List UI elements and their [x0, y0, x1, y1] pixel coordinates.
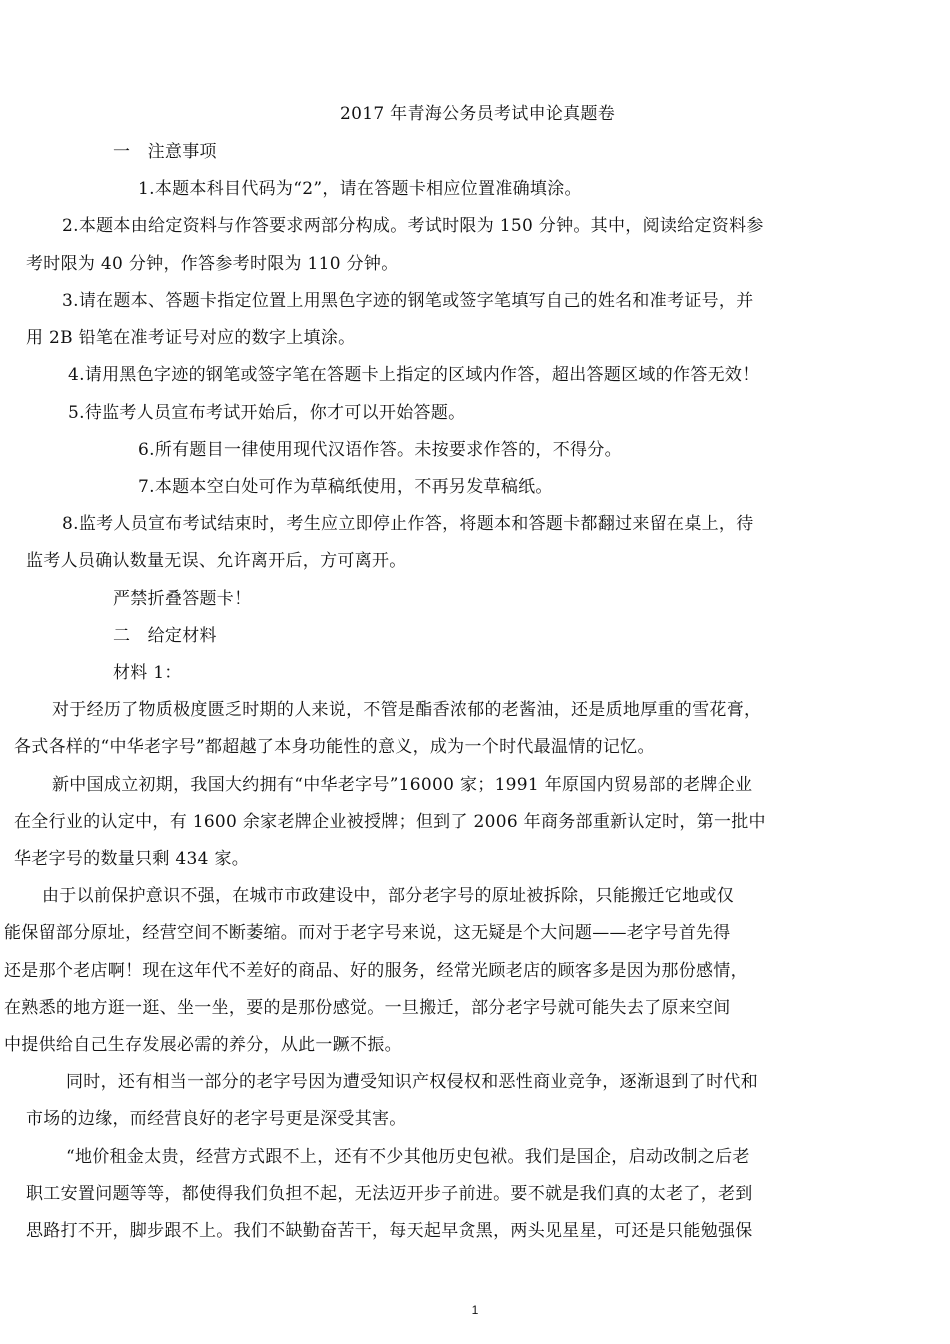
notice-item: 用 2B 铅笔在准考证号对应的数字上填涂。: [26, 328, 356, 348]
notice-item: 2.本题本由给定资料与作答要求两部分构成。考试时限为 150 分钟。其中，阅读给定资料参: [62, 216, 764, 236]
material-line: 在熟悉的地方逛一逛、坐一坐，要的是那份感觉。一旦搬迁，部分老字号就可能失去了原来空间: [4, 998, 731, 1018]
material-line: 同时，还有相当一部分的老字号因为遭受知识产权侵权和恶性商业竞争，逐渐退到了时代和: [66, 1072, 758, 1092]
material-label: 材料 1：: [113, 663, 182, 683]
material-line: 还是那个老店啊！现在这年代不差好的商品、好的服务，经常光顾老店的顾客多是因为那份感情，: [4, 961, 748, 981]
material-line: 对于经历了物质极度匮乏时期的人来说，不管是酯香浓郁的老酱油，还是质地厚重的雪花膏，: [52, 700, 762, 720]
material-line: “地价租金太贵，经营方式跟不上，还有不少其他历史包袱。我们是国企，启动改制之后老: [66, 1147, 750, 1167]
material-line: 在全行业的认定中，有 1600 余家老牌企业被授牌；但到了 2006 年商务部重新认定时，第一批中: [14, 812, 766, 832]
material-line: 职工安置问题等等，都使得我们负担不起，无法迈开步子前进。要不就是我们真的太老了，老到: [26, 1184, 753, 1204]
notice-item: 考时限为 40 分钟，作答参考时限为 110 分钟。: [26, 254, 399, 274]
material-line: 市场的边缘，而经营良好的老字号更是深受其害。: [26, 1109, 407, 1129]
material-line: 各式各样的“中华老字号”都超越了本身功能性的意义，成为一个时代最温情的记忆。: [14, 737, 655, 757]
material-line: 华老字号的数量只剩 434 家。: [14, 849, 250, 869]
notice-item: 4.请用黑色字迹的钢笔或签字笔在答题卡上指定的区域内作答，超出答题区域的作答无效！: [68, 365, 760, 385]
page-title: 2017 年青海公务员考试申论真题卷: [340, 104, 616, 124]
notice-item: 1.本题本科目代码为“2”，请在答题卡相应位置准确填涂。: [138, 179, 582, 199]
material-line: 由于以前保护意识不强，在城市市政建设中，部分老字号的原址被拆除，只能搬迁它地或仅: [42, 886, 734, 906]
notice-item: 6.所有题目一律使用现代汉语作答。未按要求作答的，不得分。: [138, 440, 622, 460]
notice-item: 监考人员确认数量无误、允许离开后，方可离开。: [26, 551, 407, 571]
notice-item: 8.监考人员宣布考试结束时，考生应立即停止作答，将题本和答题卡都翻过来留在桌上，待: [62, 514, 754, 534]
section-heading-materials: 二 给定材料: [113, 626, 217, 646]
notice-item: 7.本题本空白处可作为草稿纸使用，不再另发草稿纸。: [138, 477, 553, 497]
section-heading-notice: 一 注意事项: [113, 142, 217, 162]
material-line: 新中国成立初期，我国大约拥有“中华老字号”16000 家；1991 年原国内贸易部的老牌企业: [52, 775, 753, 795]
notice-item: 5.待监考人员宣布考试开始后，你才可以开始答题。: [68, 403, 466, 423]
material-line: 中提供给自己生存发展必需的养分，从此一蹶不振。: [4, 1035, 402, 1055]
material-line: 思路打不开，脚步跟不上。我们不缺勤奋苦干，每天起早贪黑，两头见星星，可还是只能勉强保: [26, 1221, 753, 1241]
notice-item: 3.请在题本、答题卡指定位置上用黑色字迹的钢笔或签字笔填写自己的姓名和准考证号，并: [62, 291, 754, 311]
notice-item: 严禁折叠答题卡！: [113, 589, 252, 609]
material-line: 能保留部分原址，经营空间不断萎缩。而对于老字号来说，这无疑是个大问题——老字号首先得: [4, 923, 731, 943]
page-number: 1: [471, 1303, 479, 1317]
